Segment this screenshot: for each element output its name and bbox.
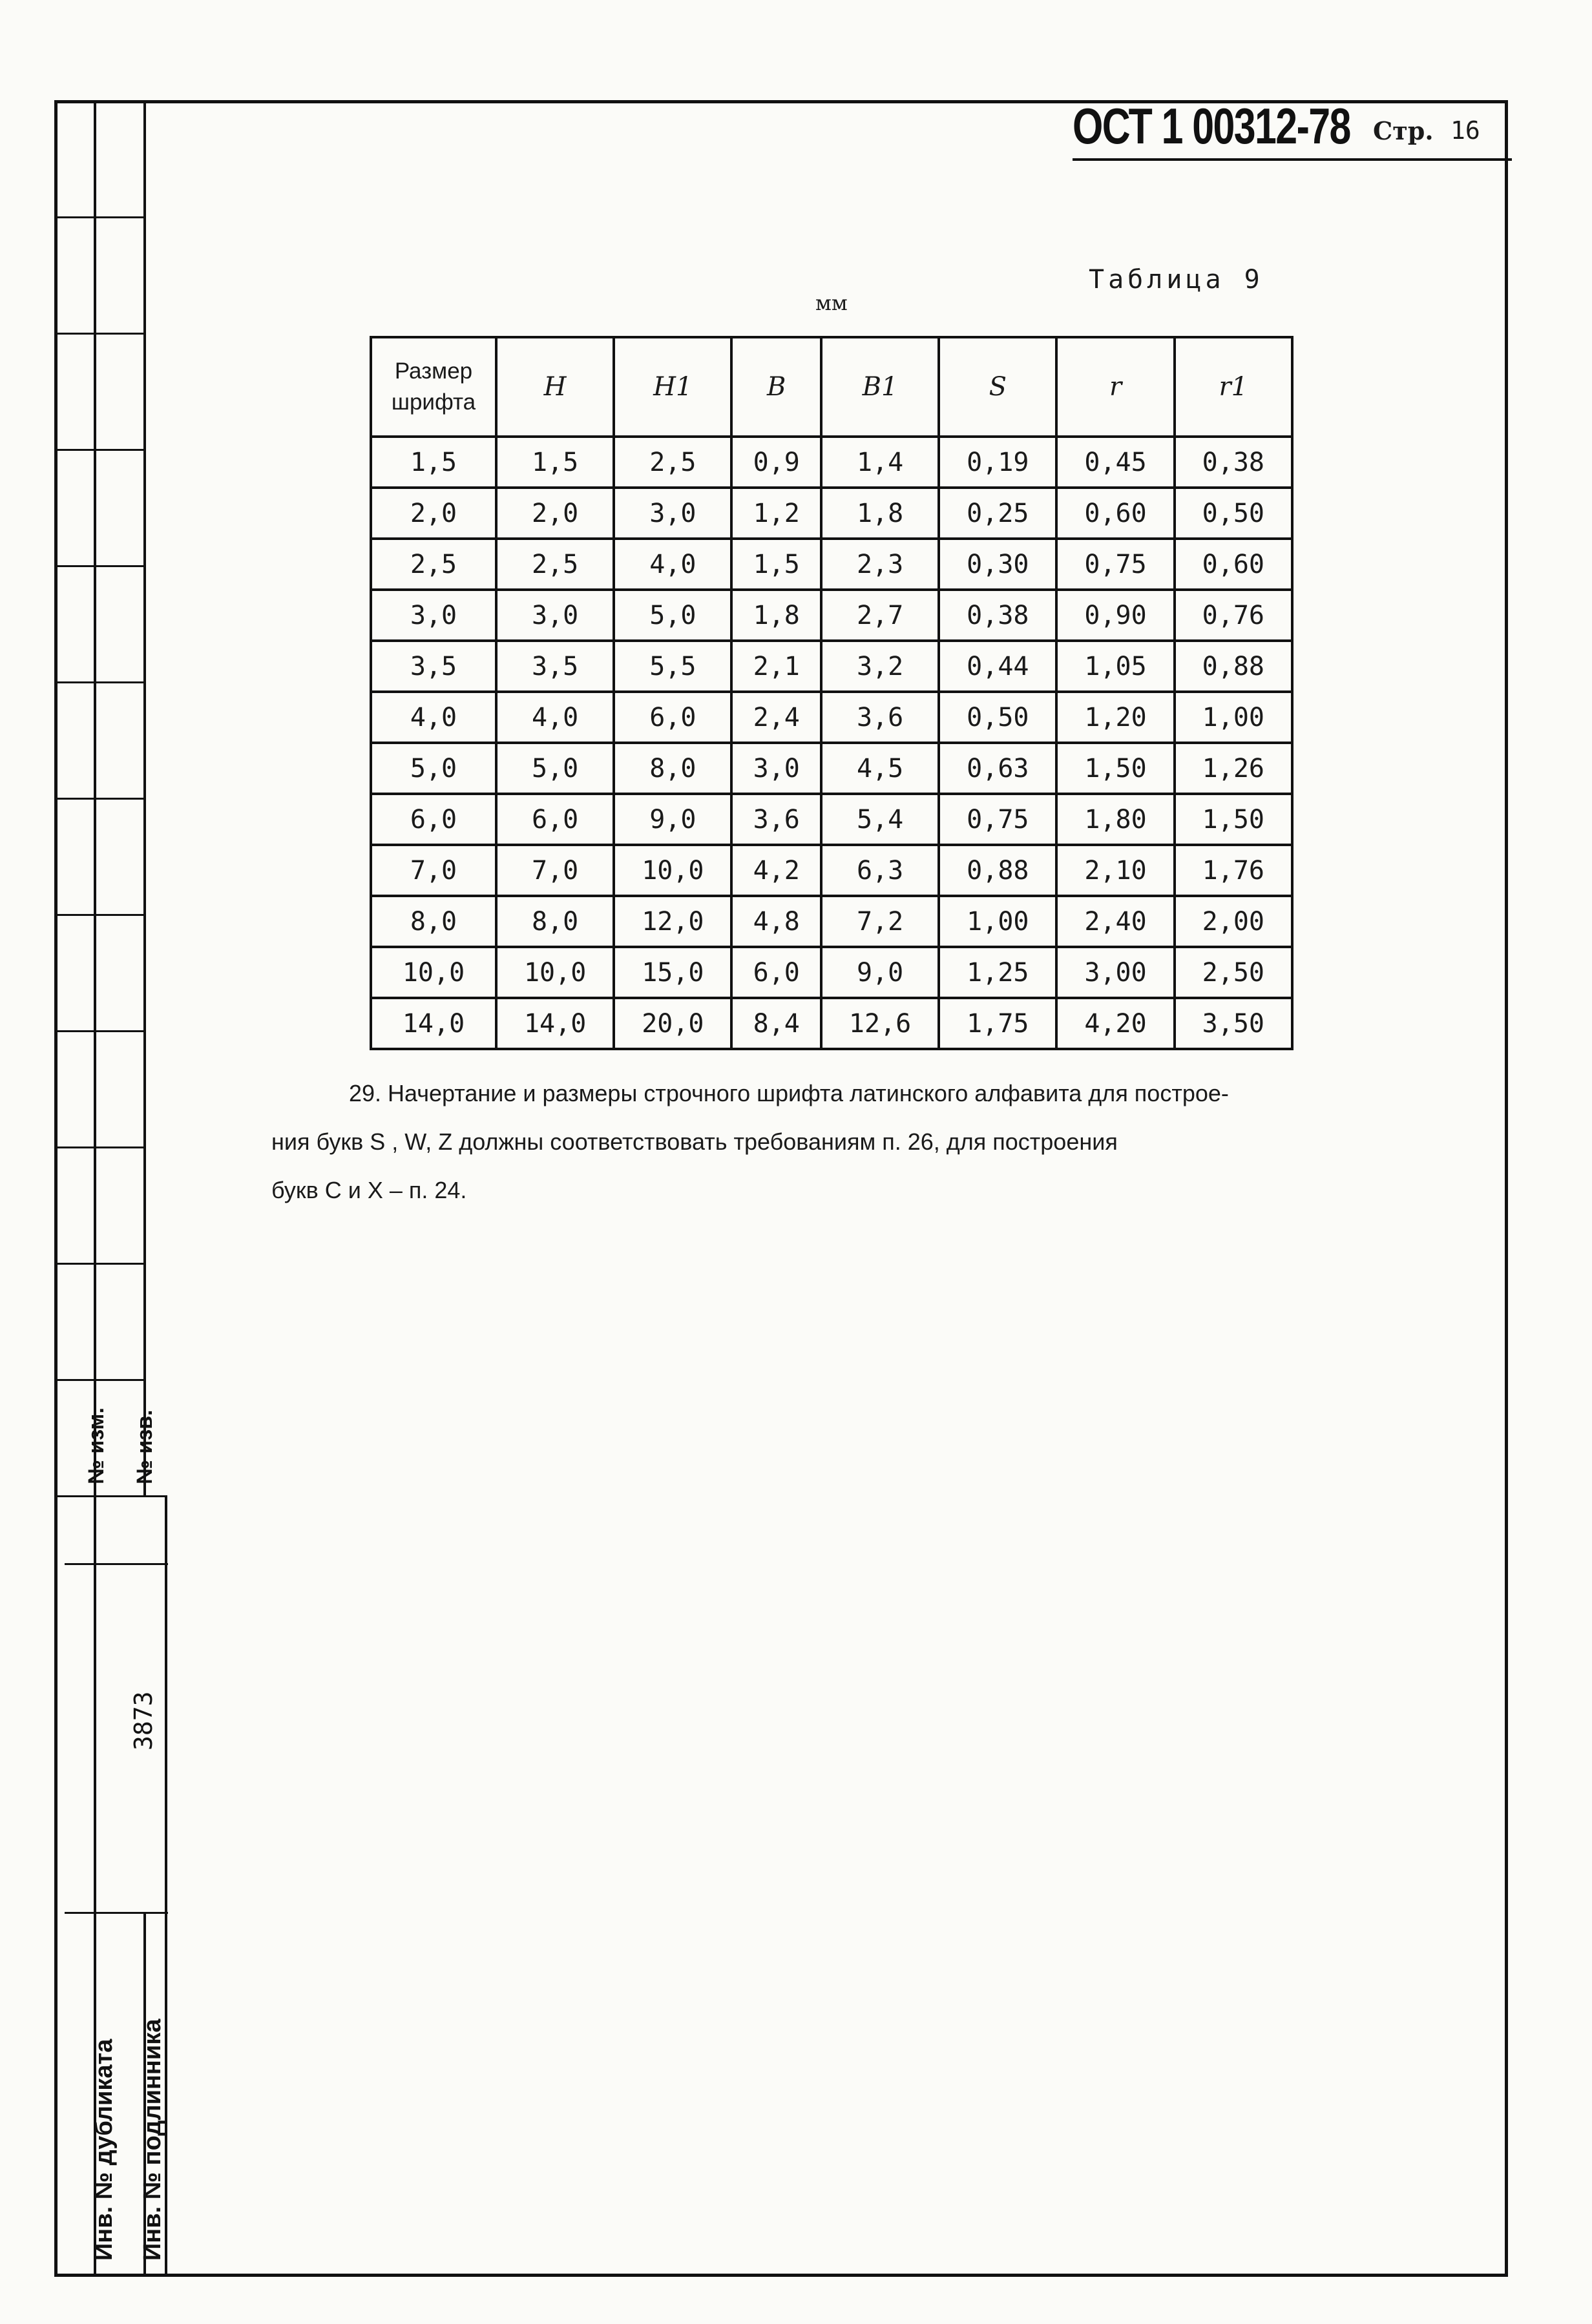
table-cell: 2,50 [1175, 947, 1292, 998]
table-cell: 2,40 [1056, 896, 1174, 947]
table-cell: 6,0 [614, 692, 731, 743]
paragraph-line: ния букв S , W, Z должны соответствовать требованиям п. 26, для построения [271, 1128, 1118, 1155]
table-cell: 0,45 [1056, 437, 1174, 488]
table-cell: 2,1 [731, 641, 821, 692]
table-cell: 0,76 [1175, 590, 1292, 641]
col-header-r1: r1 [1175, 337, 1292, 437]
table-row [371, 539, 1292, 590]
margin-row-line [54, 681, 145, 683]
col-header-b1: B1 [821, 337, 939, 437]
table-cell: 2,3 [821, 539, 939, 590]
margin-row-line [54, 216, 145, 218]
paragraph-29 [271, 1069, 1486, 1214]
table-cell: 8,0 [371, 896, 496, 947]
table-units: мм [815, 291, 848, 315]
table-row [371, 896, 1292, 947]
table-cell: 1,00 [939, 896, 1056, 947]
table-cell: 4,20 [1056, 998, 1174, 1049]
margin-row-line [54, 1379, 145, 1381]
margin-row-line [65, 1912, 168, 1914]
table-cell: 4,2 [731, 845, 821, 896]
table-cell: 2,10 [1056, 845, 1174, 896]
table-cell: 8,0 [614, 743, 731, 794]
table-cell: 0,50 [1175, 488, 1292, 539]
table-cell: 1,8 [731, 590, 821, 641]
table-cell: 0,75 [1056, 539, 1174, 590]
table-cell: 2,7 [821, 590, 939, 641]
table-cell: 4,5 [821, 743, 939, 794]
page-number: 16 [1451, 116, 1480, 145]
table-cell: 1,5 [496, 437, 614, 488]
document-header [1073, 97, 1512, 161]
col-header-s: S [939, 337, 1056, 437]
no-izm-label: № изм. [84, 1407, 109, 1484]
table-cell: 2,00 [1175, 896, 1292, 947]
margin-line-left [94, 100, 96, 2277]
table-cell: 9,0 [821, 947, 939, 998]
table-cell: 15,0 [614, 947, 731, 998]
table-cell: 0,63 [939, 743, 1056, 794]
table-cell: 3,2 [821, 641, 939, 692]
table-cell: 1,20 [1056, 692, 1174, 743]
table-cell: 3,0 [731, 743, 821, 794]
page-label: Стр. [1373, 116, 1434, 145]
table-row [371, 488, 1292, 539]
table-cell: 0,88 [939, 845, 1056, 896]
margin-row-line [54, 1030, 145, 1032]
table-cell: 1,75 [939, 998, 1056, 1049]
table-cell: 0,30 [939, 539, 1056, 590]
table-header-row [371, 337, 1292, 437]
table-cell: 1,25 [939, 947, 1056, 998]
margin-row-line [54, 565, 145, 567]
table-cell: 3,5 [371, 641, 496, 692]
table-cell: 0,38 [939, 590, 1056, 641]
table-cell: 1,05 [1056, 641, 1174, 692]
paragraph-line: букв C и X – п. 24. [271, 1177, 467, 1203]
table-cell: 14,0 [496, 998, 614, 1049]
table-cell: 1,50 [1175, 794, 1292, 845]
table-cell: 7,0 [371, 845, 496, 896]
inv-number: 3873 [129, 1691, 158, 1750]
table-cell: 0,75 [939, 794, 1056, 845]
table-cell: 0,60 [1175, 539, 1292, 590]
table-cell: 1,80 [1056, 794, 1174, 845]
table-cell: 1,76 [1175, 845, 1292, 896]
table-cell: 5,4 [821, 794, 939, 845]
col-header-h: H [496, 337, 614, 437]
inv-podlinnika-label: Инв. № подлинника [139, 2018, 166, 2261]
table-cell: 6,3 [821, 845, 939, 896]
table-cell: 12,0 [614, 896, 731, 947]
dimensions-table [370, 336, 1294, 1050]
table-cell: 1,2 [731, 488, 821, 539]
no-izv-label: № изв. [132, 1409, 157, 1484]
table-cell: 4,0 [371, 692, 496, 743]
table-cell: 1,4 [821, 437, 939, 488]
table-cell: 0,50 [939, 692, 1056, 743]
table-row [371, 947, 1292, 998]
table-cell: 1,00 [1175, 692, 1292, 743]
table-cell: 3,0 [614, 488, 731, 539]
table-cell: 2,4 [731, 692, 821, 743]
margin-row-line [54, 1495, 167, 1497]
table-cell: 3,0 [496, 590, 614, 641]
table-cell: 5,0 [371, 743, 496, 794]
table-cell: 5,0 [614, 590, 731, 641]
table-cell: 0,38 [1175, 437, 1292, 488]
table-cell: 3,6 [731, 794, 821, 845]
table-row [371, 437, 1292, 488]
col-header-r: r [1056, 337, 1174, 437]
table-cell: 10,0 [496, 947, 614, 998]
table-cell: 20,0 [614, 998, 731, 1049]
margin-row-line [54, 914, 145, 916]
table-row [371, 743, 1292, 794]
table-cell: 0,60 [1056, 488, 1174, 539]
table-cell: 0,90 [1056, 590, 1174, 641]
table-cell: 14,0 [371, 998, 496, 1049]
table-cell: 6,0 [371, 794, 496, 845]
table-row [371, 641, 1292, 692]
table-cell: 1,26 [1175, 743, 1292, 794]
table-cell: 6,0 [496, 794, 614, 845]
table-cell: 4,0 [614, 539, 731, 590]
document-code: ОСТ 1 00312-78 [1073, 98, 1350, 154]
table-cell: 0,9 [731, 437, 821, 488]
table-cell: 9,0 [614, 794, 731, 845]
table-cell: 4,0 [496, 692, 614, 743]
table-cell: 2,5 [496, 539, 614, 590]
table-cell: 1,50 [1056, 743, 1174, 794]
table-cell: 5,0 [496, 743, 614, 794]
table-cell: 3,50 [1175, 998, 1292, 1049]
table-title: Таблица 9 [1089, 265, 1264, 295]
table-cell: 2,0 [371, 488, 496, 539]
margin-row-line [54, 449, 145, 451]
table-cell: 3,0 [371, 590, 496, 641]
table-cell: 1,8 [821, 488, 939, 539]
margin-row-line [54, 333, 145, 335]
col-header-font-size: Размер шрифта [371, 337, 496, 437]
table-cell: 8,4 [731, 998, 821, 1049]
margin-row-line [65, 1563, 168, 1565]
table-row [371, 794, 1292, 845]
table-cell: 7,0 [496, 845, 614, 896]
table-cell: 7,2 [821, 896, 939, 947]
margin-row-line [54, 1263, 145, 1265]
col-header-b: B [731, 337, 821, 437]
table-cell: 2,0 [496, 488, 614, 539]
table-cell: 6,0 [731, 947, 821, 998]
table-cell: 1,5 [731, 539, 821, 590]
table-row [371, 590, 1292, 641]
table-cell: 3,6 [821, 692, 939, 743]
paragraph-line: 29. Начертание и размеры строчного шрифта латинского алфавита для построе- [349, 1080, 1229, 1106]
table-cell: 0,19 [939, 437, 1056, 488]
table-cell: 0,88 [1175, 641, 1292, 692]
table-cell: 0,25 [939, 488, 1056, 539]
table-row [371, 845, 1292, 896]
table-cell: 12,6 [821, 998, 939, 1049]
margin-row-line [54, 1146, 145, 1148]
table-cell: 2,5 [614, 437, 731, 488]
table-cell: 0,44 [939, 641, 1056, 692]
table-cell: 8,0 [496, 896, 614, 947]
table-row [371, 692, 1292, 743]
table-cell: 2,5 [371, 539, 496, 590]
table-row [371, 998, 1292, 1049]
inv-dublikata-label: Инв. № дубликата [90, 2039, 118, 2261]
table-cell: 1,5 [371, 437, 496, 488]
table-cell: 4,8 [731, 896, 821, 947]
table-cell: 3,5 [496, 641, 614, 692]
table-cell: 10,0 [371, 947, 496, 998]
table-cell: 5,5 [614, 641, 731, 692]
margin-row-line [54, 798, 145, 800]
table-cell: 3,00 [1056, 947, 1174, 998]
table-cell: 10,0 [614, 845, 731, 896]
col-header-h1: H1 [614, 337, 731, 437]
